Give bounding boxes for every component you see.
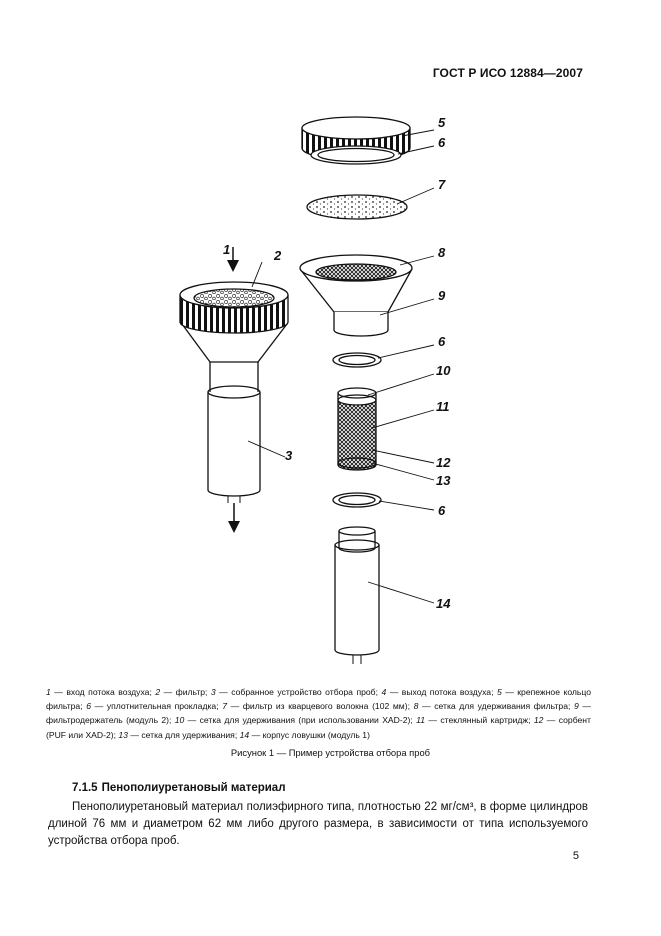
legend-entry: 13 — сетка для удерживания;: [118, 729, 240, 740]
figure-caption-label: Рисунок 1: [230, 747, 275, 758]
assembled-device-drawing: [180, 247, 288, 527]
callout-10: 10: [436, 363, 451, 378]
section-number: 7.1.5: [72, 782, 98, 794]
legend-entry: 12 — сорбент (PUF или XAD-2);: [46, 715, 591, 740]
callout-2: 2: [274, 248, 282, 263]
callout-11: 11: [436, 399, 450, 414]
legend-entry: 1 — вход потока воздуха;: [46, 687, 156, 697]
callout-3: 3: [285, 448, 293, 463]
figure-caption-text: — Пример устройства отбора проб: [274, 747, 431, 758]
callout-12: 12: [436, 455, 451, 470]
legend-entry: 4 — выход потока воздуха;: [381, 687, 497, 697]
figure-caption: [0, 747, 661, 758]
page-number: 5: [572, 850, 579, 862]
callout-9: 9: [438, 288, 446, 303]
legend-entry: 6 — уплотнительная прокладка;: [86, 701, 223, 712]
body-paragraph: Пенополиуретановый материал полиэфирного типа, плотностью 22 мг/см³, в форме цилиндров длиной 76 мм и диаметром 62 мм либо другого размера, в зависимости от типа используемого устройства отбора проб.: [48, 801, 588, 847]
legend-entry: 2 — фильтр;: [155, 687, 211, 697]
legend-entry: 7 — фильтр из кварцевого волокна (102 мм);: [222, 701, 414, 712]
legend-entry: 3 — собранное устройство отбора проб;: [210, 687, 382, 697]
section-heading: [72, 782, 286, 794]
legend-entry: 5 — крепежное кольцо фильтра;: [46, 687, 592, 712]
legend-entry: 11 — стеклянный картридж;: [416, 715, 534, 726]
exploded-components-drawing: [300, 117, 412, 664]
figure-legend: [46, 685, 591, 742]
callout-6-middle: 6: [438, 334, 446, 349]
callout-8: 8: [438, 245, 446, 260]
callout-13: 13: [436, 473, 451, 488]
callout-7: 7: [438, 177, 446, 192]
legend-entry: 10 — сетка для удерживания (при использовании XAD-2);: [174, 715, 417, 726]
legend-entry: 8 — сетка для удерживания фильтра;: [413, 701, 575, 712]
callout-1: 1: [223, 242, 231, 257]
callout-5: 5: [438, 115, 446, 130]
legend-entry: 9 — фильтродержатель (модуль 2);: [46, 701, 592, 726]
legend-entry: 14 — корпус ловушки (модуль 1): [239, 729, 370, 740]
callout-6-lower: 6: [438, 503, 446, 518]
document-header: ГОСТ Р ИСО 12884—2007: [432, 66, 583, 80]
section-title: Пенополиуретановый материал: [101, 782, 286, 794]
callout-6-upper: 6: [438, 135, 446, 150]
callout-14: 14: [436, 596, 451, 611]
